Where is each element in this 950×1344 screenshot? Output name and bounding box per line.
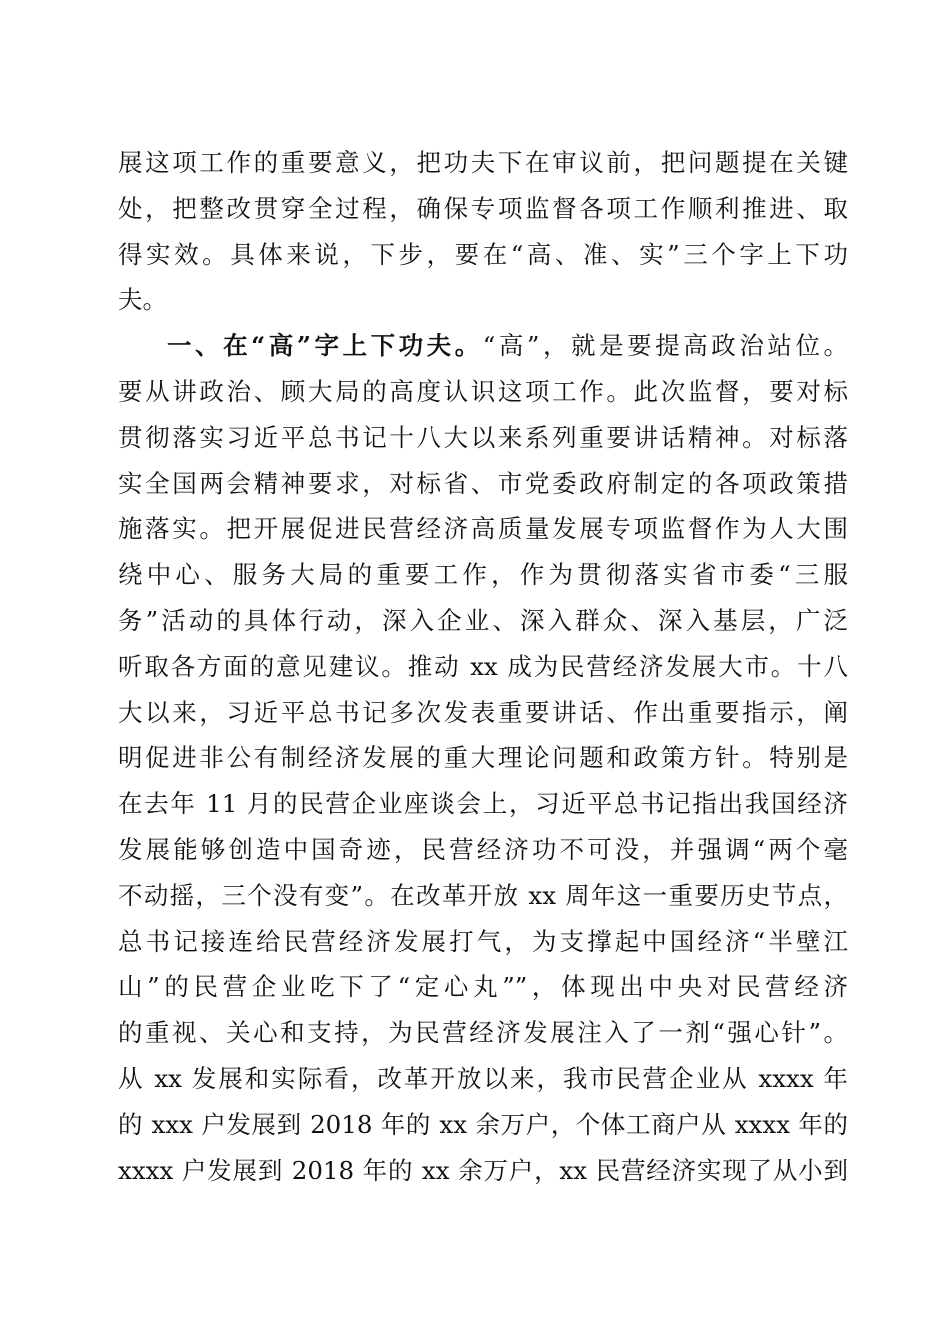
text-line: 山”的民营企业吃下了“定心丸””，体现出中央对民营经济 (118, 972, 848, 1002)
body-text (118, 140, 848, 1193)
section-heading-text: “高”，就是要提高政治站位。 (482, 331, 848, 361)
text-line: 要从讲政治、顾大局的高度认识这项工作。此次监督，要对标 (118, 376, 848, 406)
text-line: 施落实。把开展促进民营经济高质量发展专项监督作为人大围 (118, 514, 848, 544)
text-line: 不动摇，三个没有变”。在改革开放 xx 周年这一重要历史节点， (118, 880, 848, 910)
text-line: 夫。 (118, 285, 167, 315)
text-line: 展这项工作的重要意义，把功夫下在审议前，把问题提在关键 (118, 148, 848, 177)
text-line: 绕中心、服务大局的重要工作，作为贯彻落实省市委“三服 (118, 560, 848, 590)
text-line: 从 xx 发展和实际看，改革开放以来，我市民营企业从 xxxx 年 (118, 1063, 848, 1093)
text-line: 在去年 11 月的民营企业座谈会上，习近平总书记指出我国经济 (118, 789, 848, 819)
text-line: 得实效。具体来说，下步，要在“高、准、实”三个字上下功 (118, 239, 848, 269)
text-line: 务”活动的具体行动，深入企业、深入群众、深入基层，广泛 (118, 605, 848, 635)
section-heading-line (118, 323, 848, 369)
text-line: 听取各方面的意见建议。推动 xx 成为民营经济发展大市。十八 (118, 651, 848, 681)
text-line: xxxx 户发展到 2018 年的 xx 余万户，xx 民营经济实现了从小到 (118, 1155, 848, 1185)
text-line: 的 xxx 户发展到 2018 年的 xx 余万户，个体工商户从 xxxx 年的 (118, 1109, 848, 1139)
text-line: 总书记接连给民营经济发展打气，为支撑起中国经济“半壁江 (118, 926, 848, 956)
text-line: 处，把整改贯穿全过程，确保专项监督各项工作顺利推进、取 (118, 193, 848, 223)
text-line: 的重视、关心和支持，为民营经济发展注入了一剂“强心针”。 (118, 1018, 848, 1048)
text-line: 发展能够创造中国奇迹，民营经济功不可没，并强调“两个毫 (118, 834, 848, 864)
text-line: 实全国两会精神要求，对标省、市党委政府制定的各项政策措 (118, 468, 848, 498)
section-heading: 一、在“高”字上下功夫。 (167, 331, 483, 361)
text-line: 明促进非公有制经济发展的重大理论问题和政策方针。特别是 (118, 743, 848, 773)
text-line: 大以来，习近平总书记多次发表重要讲话、作出重要指示，阐 (118, 697, 848, 727)
text-line: 贯彻落实习近平总书记十八大以来系列重要讲话精神。对标落 (118, 422, 848, 452)
